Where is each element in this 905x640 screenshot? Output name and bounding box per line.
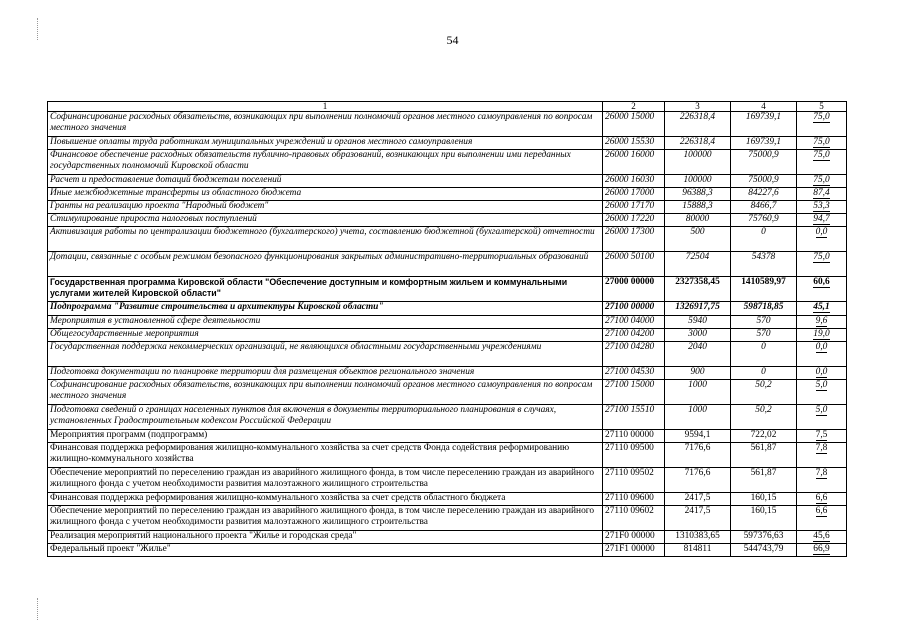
row-percent-value: 6,6 xyxy=(815,506,828,516)
row-plan: 226318,4 xyxy=(665,112,731,137)
row-plan: 7176,6 xyxy=(665,468,731,493)
row-name: Мероприятия программ (подпрограмм) xyxy=(48,430,603,443)
table-row xyxy=(48,493,847,506)
row-fact: 160,15 xyxy=(731,506,797,531)
row-name: Подготовка сведений о границах населенных пунктов для включения в документы территориального планирования в случаях, установленных Градостроительным кодексом Российской Федерации xyxy=(48,405,603,430)
row-fact: 8466,7 xyxy=(731,201,797,214)
row-code: 26000 16030 xyxy=(603,175,665,188)
table-row xyxy=(48,367,847,380)
table-row xyxy=(48,443,847,468)
row-code: 26000 15000 xyxy=(603,112,665,137)
table-row xyxy=(48,175,847,188)
row-percent-value: 75,0 xyxy=(813,175,830,185)
row-code: 27100 04200 xyxy=(603,329,665,342)
row-percent xyxy=(797,380,847,405)
table-row xyxy=(48,150,847,175)
row-plan: 900 xyxy=(665,367,731,380)
row-plan: 2417,5 xyxy=(665,493,731,506)
row-percent xyxy=(797,342,847,367)
row-plan: 1000 xyxy=(665,405,731,430)
row-code: 26000 15530 xyxy=(603,137,665,150)
row-percent xyxy=(797,430,847,443)
page-number: 54 xyxy=(446,33,459,47)
row-fact: 0 xyxy=(731,342,797,367)
row-name: Федеральный проект "Жилье" xyxy=(48,544,603,557)
row-plan: 2417,5 xyxy=(665,506,731,531)
row-code: 271F1 00000 xyxy=(603,544,665,557)
table-row xyxy=(48,506,847,531)
column-header-fact: 4 xyxy=(731,102,797,112)
row-name: Мероприятия в установленной сфере деятельности xyxy=(48,316,603,329)
row-percent xyxy=(797,316,847,329)
row-code: 271F0 00000 xyxy=(603,531,665,544)
row-name: Иные межбюджетные трансферты из областного бюджета xyxy=(48,188,603,201)
table-row xyxy=(48,380,847,405)
row-percent-value: 7,8 xyxy=(815,468,828,478)
row-name: Дотации, связанные с особым режимом безопасного функционирования закрытых административно-территориальных образований xyxy=(48,252,603,277)
column-header-code: 2 xyxy=(603,102,665,112)
row-percent xyxy=(797,150,847,175)
row-plan: 814811 xyxy=(665,544,731,557)
row-code: 26000 17300 xyxy=(603,227,665,252)
row-percent xyxy=(797,277,847,302)
row-fact: 1410589,97 xyxy=(731,277,797,302)
row-percent-value: 87,4 xyxy=(813,188,830,198)
row-plan: 96388,3 xyxy=(665,188,731,201)
row-fact: 561,87 xyxy=(731,443,797,468)
row-fact: 169739,1 xyxy=(731,137,797,150)
row-percent xyxy=(797,252,847,277)
column-header-plan: 3 xyxy=(665,102,731,112)
row-percent xyxy=(797,531,847,544)
row-name: Государственная поддержка некоммерческих организаций, не являющихся областными государственными учреждениями xyxy=(48,342,603,367)
row-name: Софинансирование расходных обязательств, возникающих при выполнении полномочий органов местного самоуправления по вопросам местного значения xyxy=(48,380,603,405)
row-percent xyxy=(797,443,847,468)
row-name: Расчет и предоставление дотаций бюджетам поселений xyxy=(48,175,603,188)
row-plan: 5940 xyxy=(665,316,731,329)
row-name: Реализация мероприятий национального проекта "Жилье и городская среда" xyxy=(48,531,603,544)
column-header-percent: 5 xyxy=(797,102,847,112)
row-percent xyxy=(797,227,847,252)
table-row xyxy=(48,252,847,277)
table-header-row xyxy=(48,102,847,112)
left-margin-mark-bottom xyxy=(37,598,41,620)
row-plan: 7176,6 xyxy=(665,443,731,468)
row-code: 27110 09502 xyxy=(603,468,665,493)
row-plan: 500 xyxy=(665,227,731,252)
row-percent-value: 45,6 xyxy=(813,531,830,541)
row-percent-value: 66,9 xyxy=(813,544,830,554)
row-percent xyxy=(797,188,847,201)
row-fact: 160,15 xyxy=(731,493,797,506)
row-percent-value: 7,5 xyxy=(815,430,828,440)
row-name: Стимулирование прироста налоговых поступлений xyxy=(48,214,603,227)
row-percent-value: 60,6 xyxy=(813,277,830,287)
row-plan: 1000 xyxy=(665,380,731,405)
row-fact: 54378 xyxy=(731,252,797,277)
row-plan: 1326917,75 xyxy=(665,302,731,316)
table-row xyxy=(48,137,847,150)
row-fact: 75760,9 xyxy=(731,214,797,227)
row-fact: 84227,6 xyxy=(731,188,797,201)
row-fact: 169739,1 xyxy=(731,112,797,137)
row-name: Финансовая поддержка реформирования жилищно-коммунального хозяйства за счет средств областного бюджета xyxy=(48,493,603,506)
row-percent xyxy=(797,201,847,214)
row-fact: 50,2 xyxy=(731,380,797,405)
row-name: Общегосударственные мероприятия xyxy=(48,329,603,342)
row-percent-value: 6,6 xyxy=(815,493,828,503)
row-plan: 1310383,65 xyxy=(665,531,731,544)
row-code: 27000 00000 xyxy=(603,277,665,302)
row-code: 26000 16000 xyxy=(603,150,665,175)
table-row xyxy=(48,227,847,252)
row-percent xyxy=(797,302,847,316)
row-name: Обеспечение мероприятий по переселению граждан из аварийного жилищного фонда, в том числе переселению граждан из аварийного жилищного фонда с учетом необходимости развития малоэтажного жилищного строительства xyxy=(48,468,603,493)
row-percent-value: 0,0 xyxy=(815,367,828,377)
table-row xyxy=(48,430,847,443)
row-plan: 72504 xyxy=(665,252,731,277)
row-percent-value: 75,0 xyxy=(813,252,830,262)
row-code: 26000 17220 xyxy=(603,214,665,227)
row-code: 27100 04000 xyxy=(603,316,665,329)
row-plan: 2327358,45 xyxy=(665,277,731,302)
table-row xyxy=(48,468,847,493)
row-name: Гранты на реализацию проекта "Народный бюджет" xyxy=(48,201,603,214)
row-fact: 544743,79 xyxy=(731,544,797,557)
row-fact: 570 xyxy=(731,329,797,342)
table-row xyxy=(48,544,847,557)
row-code: 27110 00000 xyxy=(603,430,665,443)
row-plan: 3000 xyxy=(665,329,731,342)
budget-execution-table xyxy=(47,101,847,557)
row-fact: 598718,85 xyxy=(731,302,797,316)
row-name: Софинансирование расходных обязательств, возникающих при выполнении полномочий органов местного самоуправления по вопросам местного значения xyxy=(48,112,603,137)
row-name: Государственная программа Кировской области "Обеспечение доступным и комфортным жильем и коммунальными услугами жителей Кировской области" xyxy=(48,277,603,302)
table-row xyxy=(48,188,847,201)
row-percent xyxy=(797,175,847,188)
row-percent-value: 53,3 xyxy=(813,201,830,211)
row-percent-value: 75,0 xyxy=(813,150,830,160)
row-percent xyxy=(797,367,847,380)
row-fact: 722,02 xyxy=(731,430,797,443)
table-row xyxy=(48,316,847,329)
row-name: Повышение оплаты труда работникам муниципальных учреждений и органов местного самоуправления xyxy=(48,137,603,150)
row-percent-value: 9,6 xyxy=(815,316,828,326)
row-percent-value: 19,0 xyxy=(813,329,830,339)
table-row xyxy=(48,531,847,544)
row-percent xyxy=(797,506,847,531)
row-plan: 9594,1 xyxy=(665,430,731,443)
row-percent-value: 5,0 xyxy=(815,380,828,390)
row-fact: 75000,9 xyxy=(731,175,797,188)
table-row xyxy=(48,329,847,342)
row-plan: 100000 xyxy=(665,150,731,175)
row-name: Финансовая поддержка реформирования жилищно-коммунального хозяйства за счет средств Фонда содействия реформированию жилищно-коммунального хозяйства xyxy=(48,443,603,468)
row-percent xyxy=(797,405,847,430)
row-code: 26000 17000 xyxy=(603,188,665,201)
row-percent xyxy=(797,544,847,557)
row-name: Финансовое обеспечение расходных обязательств публично-правовых образований, возникающих при выполнении ими переданных государственных полномочий Кировской области xyxy=(48,150,603,175)
row-code: 27110 09500 xyxy=(603,443,665,468)
row-plan: 80000 xyxy=(665,214,731,227)
table-row xyxy=(48,302,847,316)
table-row xyxy=(48,201,847,214)
row-code: 27100 15000 xyxy=(603,380,665,405)
column-header-name: 1 xyxy=(48,102,603,112)
table-row xyxy=(48,342,847,367)
row-name: Подготовка документации по планировке территории для размещения объектов регионального значения xyxy=(48,367,603,380)
row-code: 26000 50100 xyxy=(603,252,665,277)
row-name: Активизация работы по централизации бюджетного (бухгалтерского) учета, составлению бюджетной (бухгалтерской) отчетности xyxy=(48,227,603,252)
row-fact: 75000,9 xyxy=(731,150,797,175)
table-row xyxy=(48,112,847,137)
row-code: 26000 17170 xyxy=(603,201,665,214)
row-percent xyxy=(797,137,847,150)
row-percent-value: 75,0 xyxy=(813,112,830,122)
row-code: 27100 00000 xyxy=(603,302,665,316)
row-plan: 226318,4 xyxy=(665,137,731,150)
row-code: 27110 09602 xyxy=(603,506,665,531)
row-percent-value: 0,0 xyxy=(815,227,828,237)
row-fact: 0 xyxy=(731,227,797,252)
row-name: Обеспечение мероприятий по переселению граждан из аварийного жилищного фонда, в том числе переселению граждан из аварийного жилищного фонда с учетом необходимости развития малоэтажного жилищного строительства xyxy=(48,506,603,531)
table-body xyxy=(48,112,847,557)
row-fact: 561,87 xyxy=(731,468,797,493)
row-fact: 0 xyxy=(731,367,797,380)
row-percent-value: 45,1 xyxy=(813,302,830,312)
row-plan: 15888,3 xyxy=(665,201,731,214)
row-percent xyxy=(797,493,847,506)
table-row xyxy=(48,405,847,430)
row-percent xyxy=(797,214,847,227)
row-code: 27100 04280 xyxy=(603,342,665,367)
table-row xyxy=(48,277,847,302)
row-plan: 2040 xyxy=(665,342,731,367)
row-code: 27110 09600 xyxy=(603,493,665,506)
row-fact: 50,2 xyxy=(731,405,797,430)
row-name: Подпрограмма "Развитие строительства и архитектуры Кировской области" xyxy=(48,302,603,316)
row-percent-value: 75,0 xyxy=(813,137,830,147)
row-percent-value: 0,0 xyxy=(815,342,828,352)
row-percent-value: 7,8 xyxy=(815,443,828,453)
row-percent-value: 94,7 xyxy=(813,214,830,224)
row-percent xyxy=(797,468,847,493)
row-plan: 100000 xyxy=(665,175,731,188)
row-percent xyxy=(797,112,847,137)
row-fact: 570 xyxy=(731,316,797,329)
row-code: 27100 04530 xyxy=(603,367,665,380)
row-code: 27100 15510 xyxy=(603,405,665,430)
row-percent-value: 5,0 xyxy=(815,405,828,415)
row-percent xyxy=(797,329,847,342)
row-fact: 597376,63 xyxy=(731,531,797,544)
table-row xyxy=(48,214,847,227)
